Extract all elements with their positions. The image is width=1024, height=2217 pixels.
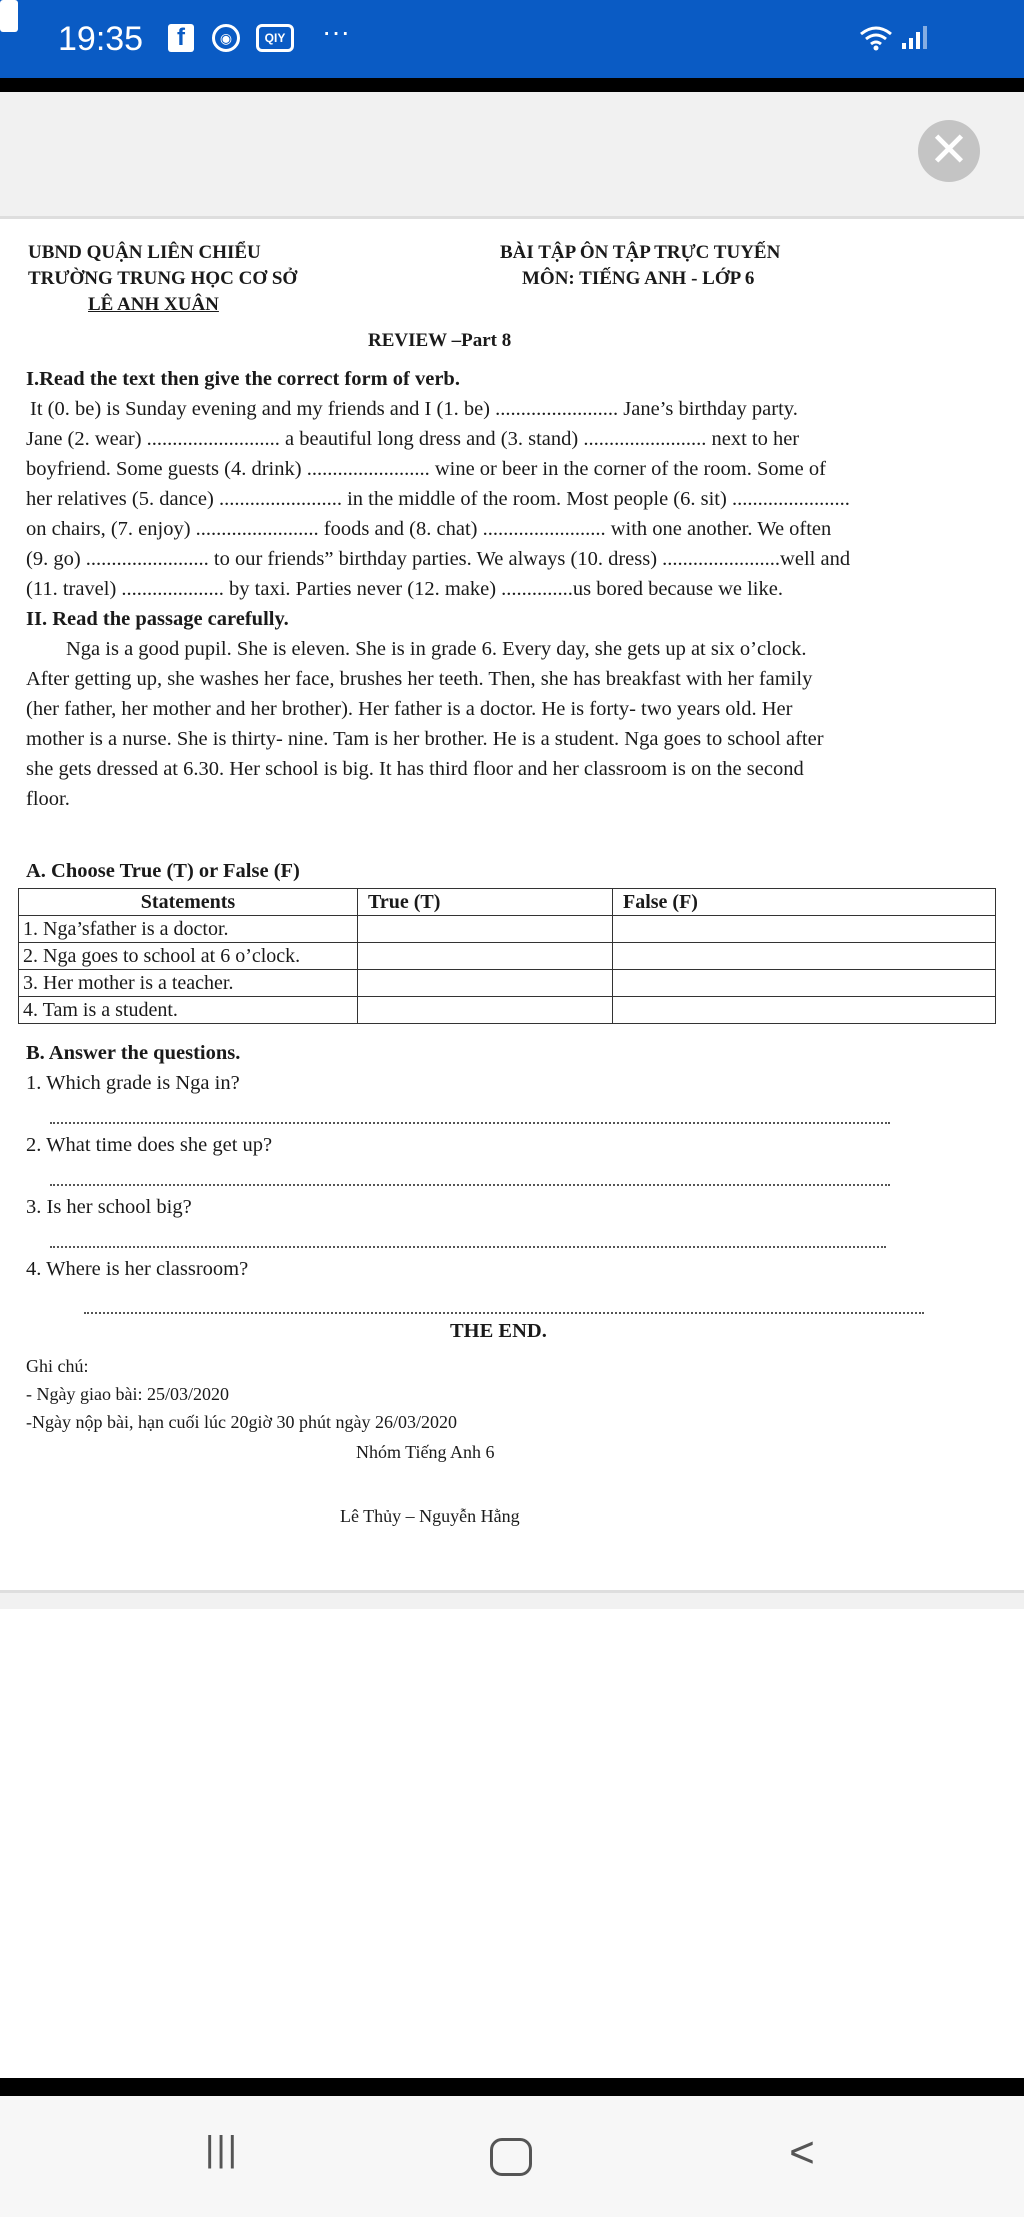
true-false-table: [18, 888, 996, 1024]
answer-line[interactable]: [50, 1122, 890, 1124]
note-line: - Ngày giao bài: 25/03/2020: [26, 1384, 229, 1404]
bottom-black-band: [0, 2078, 1024, 2096]
home-button[interactable]: [490, 2138, 532, 2176]
close-button[interactable]: ✕: [918, 120, 980, 182]
notes-label: Ghi chú:: [26, 1356, 89, 1376]
table-header: True (T): [358, 889, 613, 916]
recent-apps-button[interactable]: |||: [204, 2128, 240, 2169]
viewer-bottom-bar: [0, 1590, 1024, 1609]
passage-line: (her father, her mother and her brother). Her father is a doctor. He is forty- two years old. Her: [26, 698, 793, 720]
statement-cell: 4. Tam is a student.: [19, 997, 358, 1024]
answer-line[interactable]: [50, 1246, 886, 1248]
section1-line: her relatives (5. dance) ........................ in the middle of the room. Most people (6. sit) .......................: [26, 488, 850, 510]
passage-line: she gets dressed at 6.30. Her school is big. It has third floor and her classroom is on the second: [26, 758, 804, 780]
section1-heading: I.Read the text then give the correct form of verb.: [26, 368, 460, 390]
table-header: False (F): [613, 889, 996, 916]
school-type: TRƯỜNG TRUNG HỌC CƠ SỞ: [28, 268, 298, 289]
status-bar: [0, 0, 1024, 78]
facebook-icon: f: [168, 24, 194, 52]
table-row: [19, 943, 996, 970]
false-cell[interactable]: [613, 970, 996, 997]
table-row: [19, 916, 996, 943]
partA-heading: A. Choose True (T) or False (F): [26, 860, 300, 882]
back-button[interactable]: <: [789, 2128, 815, 2177]
question: 4. Where is her classroom?: [26, 1258, 249, 1280]
false-cell[interactable]: [613, 943, 996, 970]
wifi-icon: [858, 24, 894, 52]
section1-line: boyfriend. Some guests (4. drink) ........................ wine or beer in the corner of the room. Some of: [26, 458, 826, 480]
review-title: REVIEW –Part 8: [368, 330, 512, 351]
more-dots-icon: ···: [322, 16, 350, 47]
true-cell[interactable]: [358, 997, 613, 1024]
teacher-group: Nhóm Tiếng Anh 6: [356, 1442, 495, 1462]
passage-line: Nga is a good pupil. She is eleven. She is in grade 6. Every day, she gets up at six o’clock.: [66, 638, 807, 660]
statement-cell: 1. Nga’sfather is a doctor.: [19, 916, 358, 943]
top-black-band: [0, 78, 1024, 92]
passage-line: floor.: [26, 788, 70, 810]
the-end: THE END.: [450, 1320, 547, 1342]
battery-icon: [0, 0, 18, 32]
table-row: [19, 997, 996, 1024]
passage-line: After getting up, she washes her face, brushes her teeth. Then, she has breakfast with her family: [26, 668, 813, 690]
question: 3. Is her school big?: [26, 1196, 192, 1218]
teacher-names: Lê Thủy – Nguyễn Hằng: [340, 1506, 520, 1526]
passage-line: mother is a nurse. She is thirty- nine. Tam is her brother. He is a student. Nga goes to school after: [26, 728, 824, 750]
signal-icon: [898, 24, 932, 52]
answer-line[interactable]: [50, 1184, 890, 1186]
false-cell[interactable]: [613, 997, 996, 1024]
status-time: 19:35: [58, 20, 144, 58]
table-header-row: [19, 889, 996, 916]
false-cell[interactable]: [613, 916, 996, 943]
section1-line: (11. travel) .................... by taxi. Parties never (12. make) ..............us bored because we like.: [26, 578, 783, 600]
section2-heading: II. Read the passage carefully.: [26, 608, 289, 630]
table-header: Statements: [19, 889, 358, 916]
partB-heading: B. Answer the questions.: [26, 1042, 241, 1064]
section1-line: on chairs, (7. enjoy) ........................ foods and (8. chat) ........................ with one another. We often: [26, 518, 832, 540]
answer-line[interactable]: [84, 1312, 924, 1314]
school-name: LÊ ANH XUÂN: [88, 294, 219, 315]
qiyi-tv-icon: QIY: [256, 24, 294, 52]
statement-cell: 2. Nga goes to school at 6 o’clock.: [19, 943, 358, 970]
true-cell[interactable]: [358, 970, 613, 997]
question: 2. What time does she get up?: [26, 1134, 273, 1156]
note-line: -Ngày nộp bài, hạn cuối lúc 20giờ 30 phút ngày 26/03/2020: [26, 1412, 457, 1432]
true-cell[interactable]: [358, 943, 613, 970]
exercise-title: BÀI TẬP ÔN TẬP TRỰC TUYẾN: [500, 242, 781, 263]
messenger-icon: ◉: [212, 24, 240, 52]
school-district: UBND QUẬN LIÊN CHIỂU: [28, 242, 261, 263]
true-cell[interactable]: [358, 916, 613, 943]
section1-line: (9. go) ........................ to our friends” birthday parties. We always (10. dress) .......................well and: [26, 548, 851, 570]
subject-line: MÔN: TIẾNG ANH - LỚP 6: [522, 268, 755, 289]
viewer-toolbar: [0, 92, 1024, 219]
statement-cell: 3. Her mother is a teacher.: [19, 970, 358, 997]
section1-line: It (0. be) is Sunday evening and my friends and I (1. be) ........................ Jane’s birthday party.: [30, 398, 798, 420]
question: 1. Which grade is Nga in?: [26, 1072, 240, 1094]
table-row: [19, 970, 996, 997]
section1-line: Jane (2. wear) .......................... a beautiful long dress and (3. stand) ........................ next to her: [26, 428, 800, 450]
